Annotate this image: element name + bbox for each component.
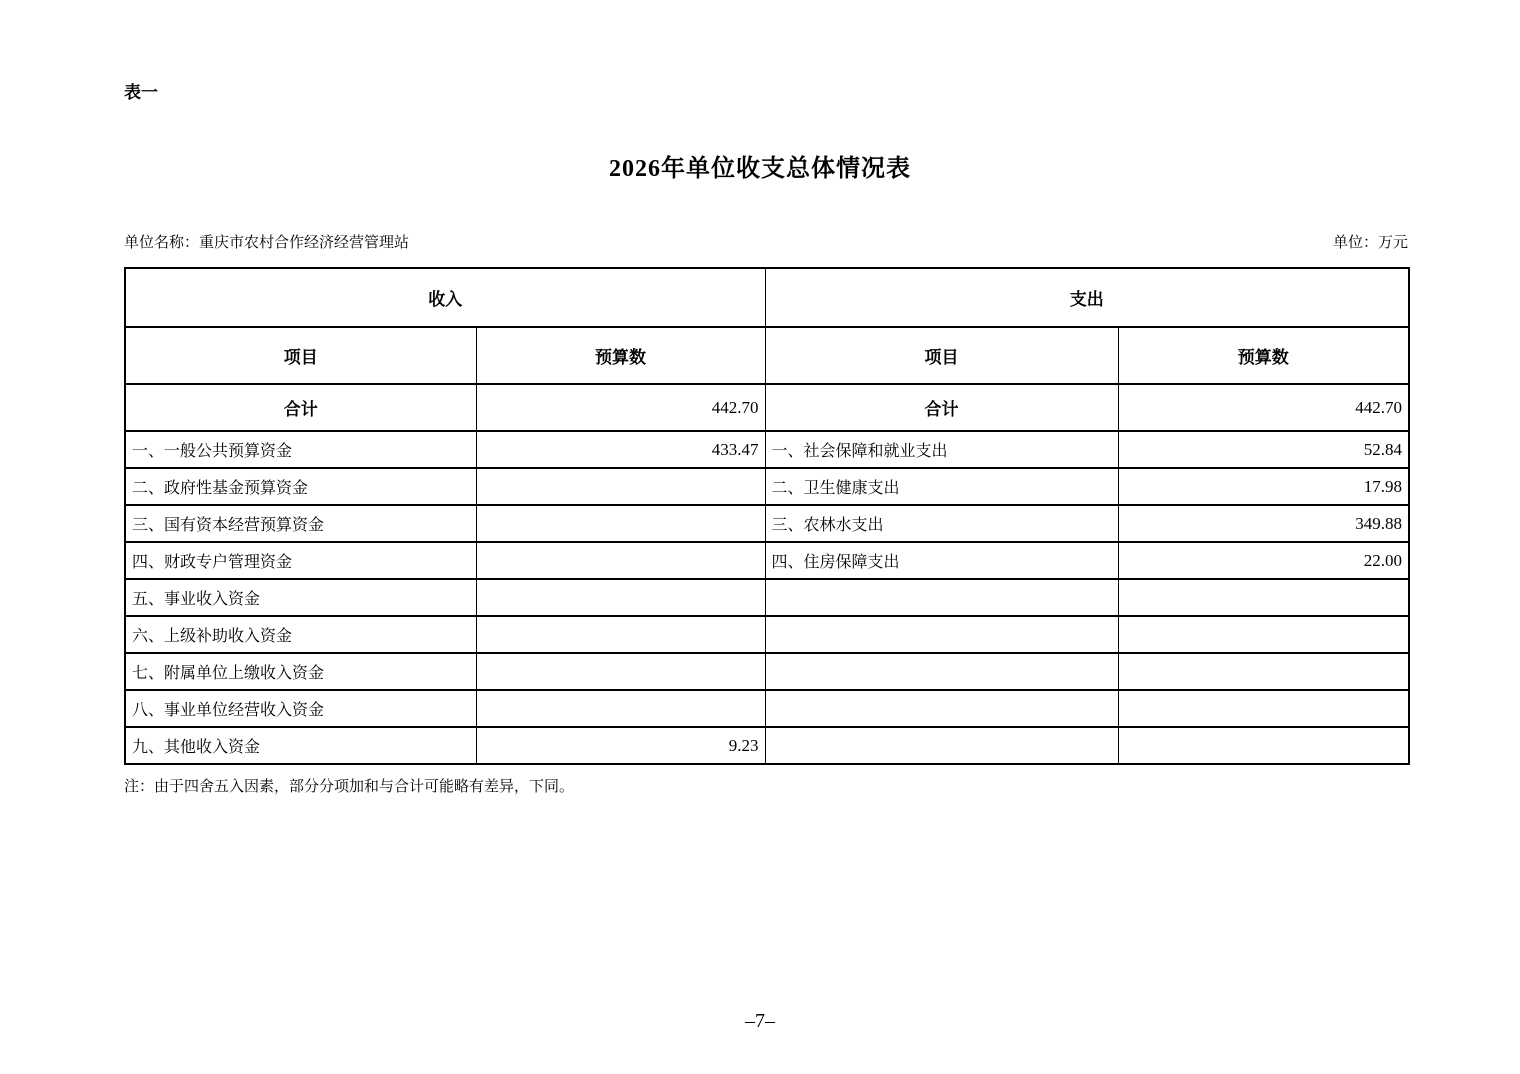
expense-value: 349.88 [1118, 505, 1409, 542]
table-row [125, 542, 1409, 579]
expense-value [1118, 579, 1409, 616]
income-item: 六、上级补助收入资金 [125, 616, 476, 653]
expense-budget-column-header: 预算数 [1118, 327, 1409, 384]
income-section-header: 收入 [125, 268, 765, 327]
income-item: 八、事业单位经营收入资金 [125, 690, 476, 727]
expense-item: 四、住房保障支出 [765, 542, 1118, 579]
income-value: 9.23 [476, 727, 765, 764]
table-row [125, 653, 1409, 690]
expense-total-label: 合计 [765, 384, 1118, 431]
unit-name-label: 单位名称：重庆市农村合作经济经营管理站 [124, 235, 410, 251]
income-value [476, 468, 765, 505]
table-row [125, 690, 1409, 727]
expense-item [765, 579, 1118, 616]
expense-value: 22.00 [1118, 542, 1409, 579]
income-item: 一、一般公共预算资金 [125, 431, 476, 468]
table-row [125, 431, 1409, 468]
expense-value: 17.98 [1118, 468, 1409, 505]
income-total-label: 合计 [125, 384, 476, 431]
income-value [476, 579, 765, 616]
expense-item [765, 653, 1118, 690]
page-number: –7– [745, 1010, 775, 1032]
income-item: 五、事业收入资金 [125, 579, 476, 616]
budget-summary-table [124, 267, 1410, 765]
income-item: 四、财政专户管理资金 [125, 542, 476, 579]
column-header-row [125, 327, 1409, 384]
table-row [125, 468, 1409, 505]
expense-value [1118, 616, 1409, 653]
income-item: 七、附属单位上缴收入资金 [125, 653, 476, 690]
expense-item: 三、农林水支出 [765, 505, 1118, 542]
expense-item [765, 616, 1118, 653]
table-number-label: 表一 [124, 83, 158, 102]
total-row [125, 384, 1409, 431]
section-header-row [125, 268, 1409, 327]
expense-value [1118, 690, 1409, 727]
table-row [125, 616, 1409, 653]
income-item: 二、政府性基金预算资金 [125, 468, 476, 505]
income-value [476, 542, 765, 579]
income-value: 433.47 [476, 431, 765, 468]
income-budget-column-header: 预算数 [476, 327, 765, 384]
expense-item: 二、卫生健康支出 [765, 468, 1118, 505]
rounding-note: 注：由于四舍五入因素，部分分项加和与合计可能略有差异，下同。 [124, 779, 575, 795]
income-value [476, 616, 765, 653]
table-row [125, 505, 1409, 542]
table-row [125, 727, 1409, 764]
income-item-column-header: 项目 [125, 327, 476, 384]
expense-section-header: 支出 [765, 268, 1409, 327]
income-item: 九、其他收入资金 [125, 727, 476, 764]
expense-value [1118, 653, 1409, 690]
unit-of-measure-label: 单位：万元 [1332, 235, 1408, 251]
table-meta-row [124, 231, 1408, 252]
page-title: 2026年单位收支总体情况表 [609, 156, 911, 182]
table-row [125, 579, 1409, 616]
income-value [476, 690, 765, 727]
expense-total-value: 442.70 [1118, 384, 1409, 431]
expense-item [765, 690, 1118, 727]
expense-value [1118, 727, 1409, 764]
expense-item-column-header: 项目 [765, 327, 1118, 384]
income-total-value: 442.70 [476, 384, 765, 431]
income-item: 三、国有资本经营预算资金 [125, 505, 476, 542]
income-value [476, 505, 765, 542]
income-value [476, 653, 765, 690]
expense-item: 一、社会保障和就业支出 [765, 431, 1118, 468]
expense-item [765, 727, 1118, 764]
expense-value: 52.84 [1118, 431, 1409, 468]
